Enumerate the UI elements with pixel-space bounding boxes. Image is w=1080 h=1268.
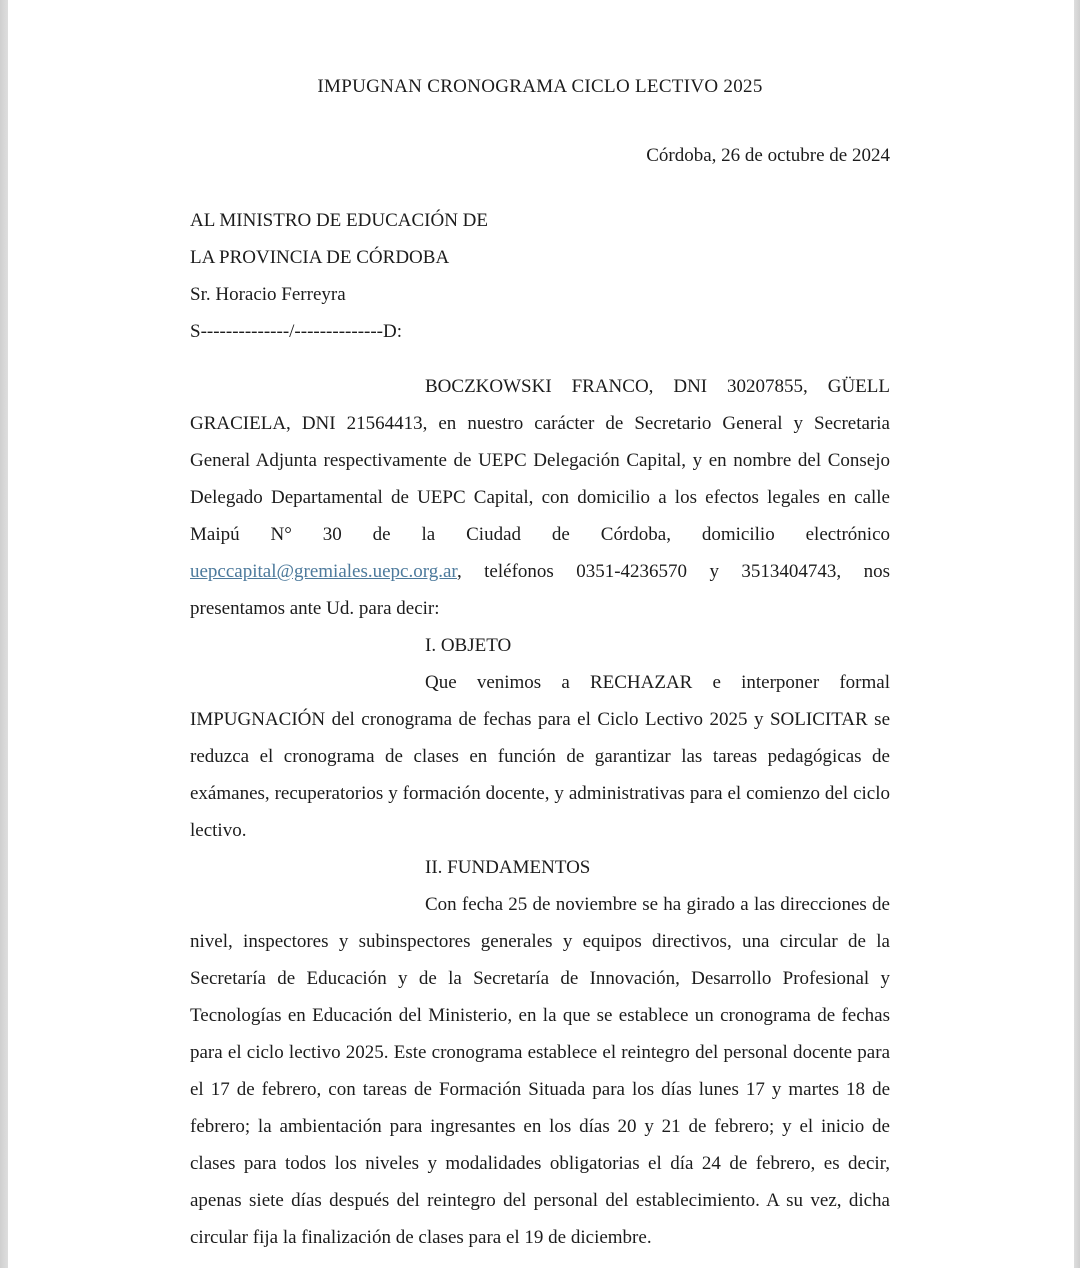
addressee-line-3: Sr. Horacio Ferreyra: [190, 284, 346, 305]
addressee-salutation-line: S--------------/--------------D:: [190, 321, 403, 342]
addressee-block: [190, 202, 890, 350]
document-content: [190, 0, 890, 1256]
date-line: Córdoba, 26 de octubre de 2024: [646, 145, 890, 166]
section-heading-objeto: I. OBJETO: [425, 635, 512, 656]
email-link[interactable]: uepccapital@gremiales.uepc.org.ar: [190, 561, 457, 582]
document-body: [190, 368, 890, 1256]
section-heading-fundamentos: II. FUNDAMENTOS: [425, 857, 591, 878]
page-edge-left: [0, 0, 8, 1268]
fundamentos-paragraph: Con fecha 25 de noviembre se ha girado a las direcciones de nivel, inspectores y subinspectores generales y equipos directivos, una circular de la Secretaría de Educación y de la Secretaría de Innovación, Desarrollo Profesional y Tecnologías en Educación del Ministerio, en la que se establece un cronograma de fechas para el ciclo lectivo 2025. Este cronograma establece el reintegro del personal docente para el 17 de febrero, con tareas de Formación Situada para los días lunes 17 y martes 18 de febrero; la ambientación para ingresantes en los días 20 y 21 de febrero; y el inicio de clases para todos los niveles y modalidades obligatorias el día 24 de febrero, es decir, apenas siete días después del reintegro del personal del establecimiento. A su vez, dicha circular fija la finalización de clases para el 19 de diciembre.: [190, 894, 890, 1248]
document-title: IMPUGNAN CRONOGRAMA CICLO LECTIVO 2025: [317, 76, 763, 97]
objeto-paragraph: Que venimos a RECHAZAR e interponer formal IMPUGNACIÓN del cronograma de fechas para el Ciclo Lectivo 2025 y SOLICITAR se reduzca el cronograma de clases en función de garantizar las tareas pedagógicas de exámanes, recuperatorios y formación docente, y administrativas para el comienzo del ciclo lectivo.: [190, 672, 890, 841]
intro-text-before-email: BOCZKOWSKI FRANCO, DNI 30207855, GÜELL GRACIELA, DNI 21564413, en nuestro carácter de Secretario General y Secretaria General Adjunta respectivamente de UEPC Delegación Capital, y en nombre del Consejo Delegado Departamental de UEPC Capital, con domicilio a los efectos legales en calle Maipú N° 30 de la Ciudad de Córdoba, domicilio electrónico: [190, 376, 890, 545]
intro-text-after-email: , teléfonos 0351-4236570 y 3513404743, nos presentamos ante Ud. para decir:: [190, 561, 890, 619]
page-edge-right: [1074, 0, 1080, 1268]
addressee-line-2: LA PROVINCIA DE CÓRDOBA: [190, 247, 450, 268]
intro-paragraph: [190, 368, 890, 627]
addressee-line-1: AL MINISTRO DE EDUCACIÓN DE: [190, 210, 488, 231]
